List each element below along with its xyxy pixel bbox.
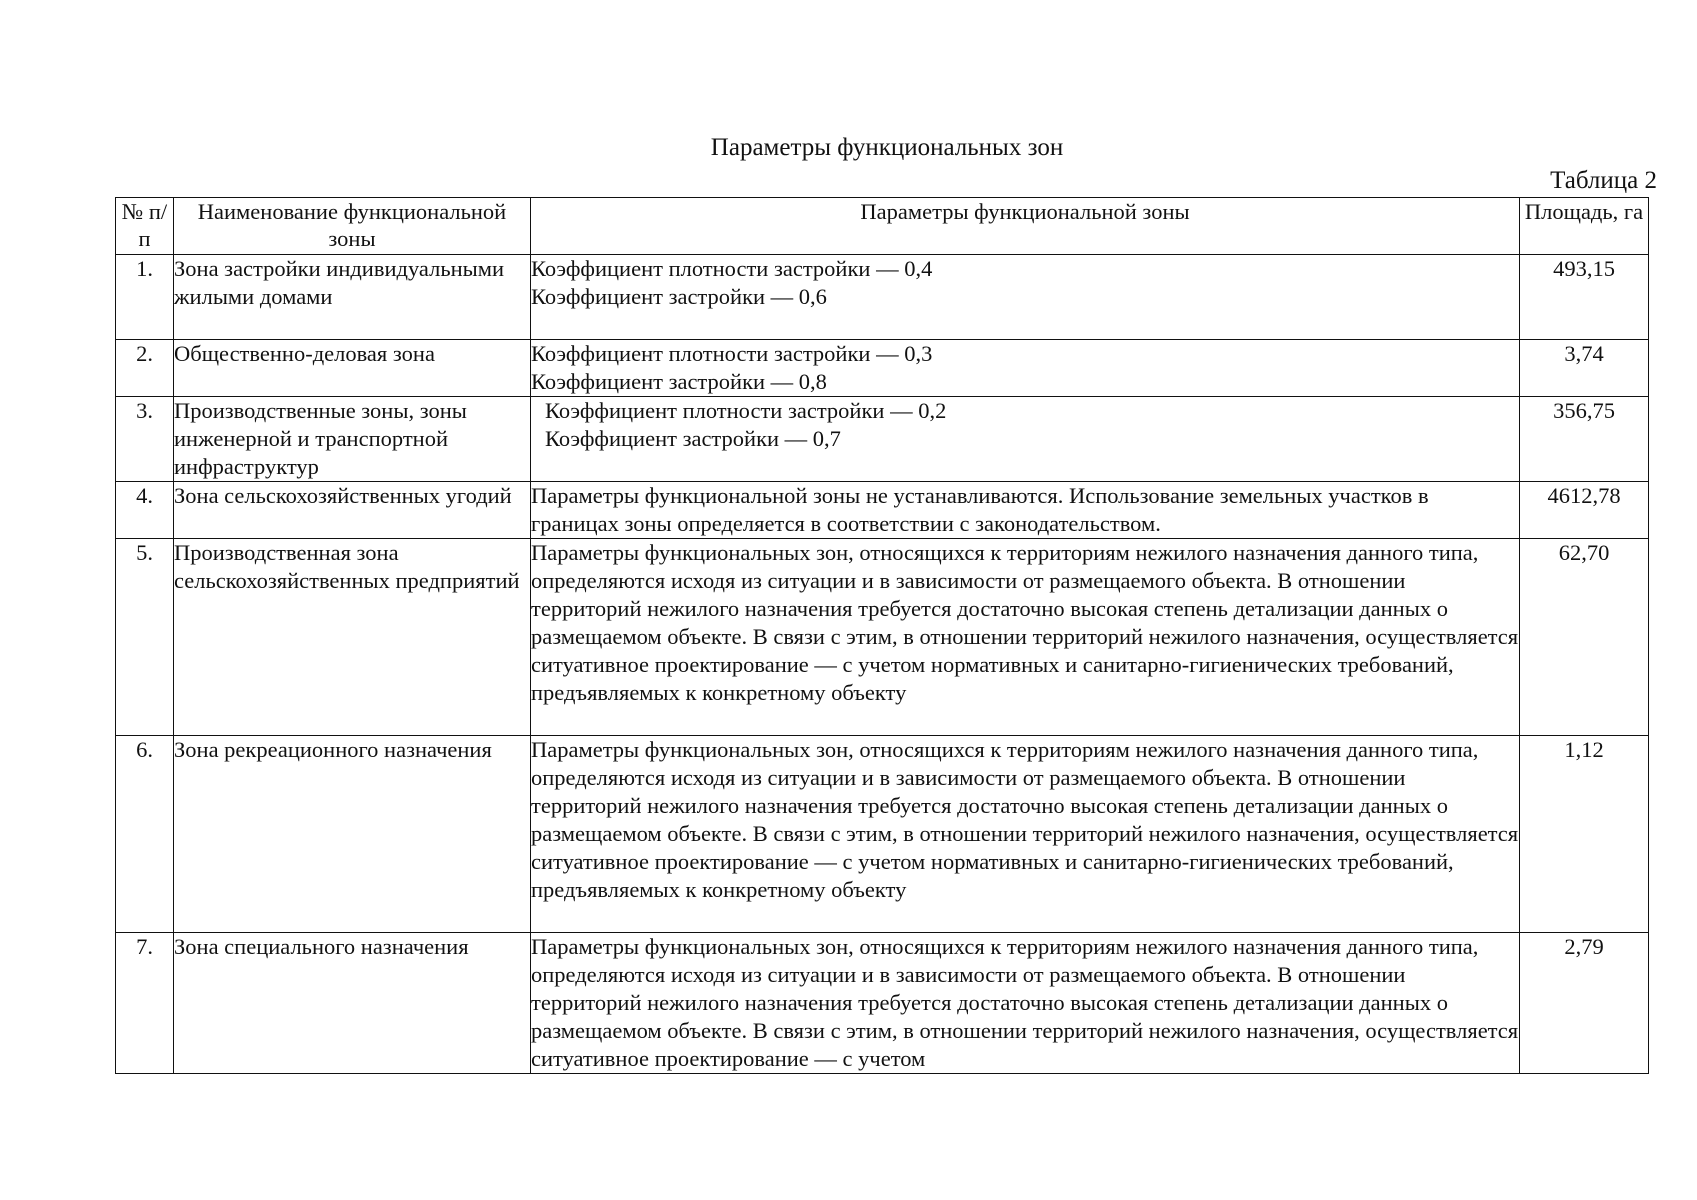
param-line: Коэффициент плотности застройки — 0,4: [531, 256, 933, 281]
param-line: Коэффициент застройки — 0,6: [531, 284, 827, 309]
zone-params: Параметры функциональных зон, относящихся к территориям нежилого назначения данного типа, определяются исходя из ситуации и в зависимости от размещаемого объекта. В отношении территорий нежилого назначения требуется достаточно высокая степень детализации данных о размещаемом объекте. В связи с этим, в отношении территорий нежилого назначения, осуществляется ситуативное проектирование — с учетом нормативных и санитарно-гигиенических требований, предъявляемых к конкретному объекту: [531, 539, 1520, 736]
table-row: [116, 933, 1649, 1074]
row-number: 5.: [116, 539, 174, 736]
zone-params: Параметры функциональных зон, относящихся к территориям нежилого назначения данного типа, определяются исходя из ситуации и в зависимости от размещаемого объекта. В отношении территорий нежилого назначения требуется достаточно высокая степень детализации данных о размещаемом объекте. В связи с этим, в отношении территорий нежилого назначения, осуществляется ситуативное проектирование — с учетом нормативных и санитарно-гигиенических требований, предъявляемых к конкретному объекту: [531, 736, 1520, 933]
row-number: 1.: [116, 255, 174, 340]
zone-area: 2,79: [1520, 933, 1649, 1074]
zone-area: 62,70: [1520, 539, 1649, 736]
row-number: 7.: [116, 933, 174, 1074]
table-row: [116, 255, 1649, 340]
param-line: Коэффициент плотности застройки — 0,3: [531, 341, 933, 366]
table-row: [116, 736, 1649, 933]
header-number: № п/п: [116, 198, 174, 255]
zone-params: Параметры функциональной зоны не устанавливаются. Использование земельных участков в границах зоны определяется в соответствии с законодательством.: [531, 482, 1520, 539]
header-area: Площадь, га: [1520, 198, 1649, 255]
table-header-row: [116, 198, 1649, 255]
functional-zones-table: [115, 197, 1649, 1074]
header-name: Наименование функциональной зоны: [174, 198, 531, 255]
zone-name: Производственная зона сельскохозяйственных предприятий: [174, 539, 531, 736]
row-number: 3.: [116, 397, 174, 482]
row-number: 4.: [116, 482, 174, 539]
table-row: [116, 482, 1649, 539]
table-row: [116, 539, 1649, 736]
zone-name: Зона рекреационного назначения: [174, 736, 531, 933]
zone-name: Зона сельскохозяйственных угодий: [174, 482, 531, 539]
param-line: Коэффициент застройки — 0,8: [531, 369, 827, 394]
zone-name: Общественно-деловая зона: [174, 340, 531, 397]
zone-params: [531, 340, 1520, 397]
zone-area: 1,12: [1520, 736, 1649, 933]
zone-params: [531, 933, 1520, 1074]
zone-area: 493,15: [1520, 255, 1649, 340]
zone-params: [531, 397, 1520, 482]
zone-area: 356,75: [1520, 397, 1649, 482]
zone-name: Производственные зоны, зоны инженерной и транспортной инфраструктур: [174, 397, 531, 482]
zone-area: 3,74: [1520, 340, 1649, 397]
row-number: 6.: [116, 736, 174, 933]
table-row: [116, 340, 1649, 397]
row-number: 2.: [116, 340, 174, 397]
zone-name: Зона застройки индивидуальными жилыми домами: [174, 255, 531, 340]
table-row: [116, 397, 1649, 482]
zone-name: Зона специального назначения: [174, 933, 531, 1074]
zone-params-text: Параметры функциональных зон, относящихся к территориям нежилого назначения данного типа, определяются исходя из ситуации и в зависимости от размещаемого объекта. В отношении территорий нежилого назначения требуется достаточно высокая степень детализации данных о размещаемом объекте. В связи с этим, в отношении территорий нежилого назначения, осуществляется ситуативное проектирование — с учетом: [531, 934, 1519, 1071]
document-title: Параметры функциональных зон: [710, 134, 1064, 161]
zone-area: 4612,78: [1520, 482, 1649, 539]
param-line: Коэффициент плотности застройки — 0,2: [545, 398, 947, 423]
zone-params: [531, 255, 1520, 340]
table-label: Таблица 2: [1550, 167, 1657, 194]
header-params: Параметры функциональной зоны: [531, 198, 1520, 255]
param-line: Коэффициент застройки — 0,7: [545, 426, 841, 451]
